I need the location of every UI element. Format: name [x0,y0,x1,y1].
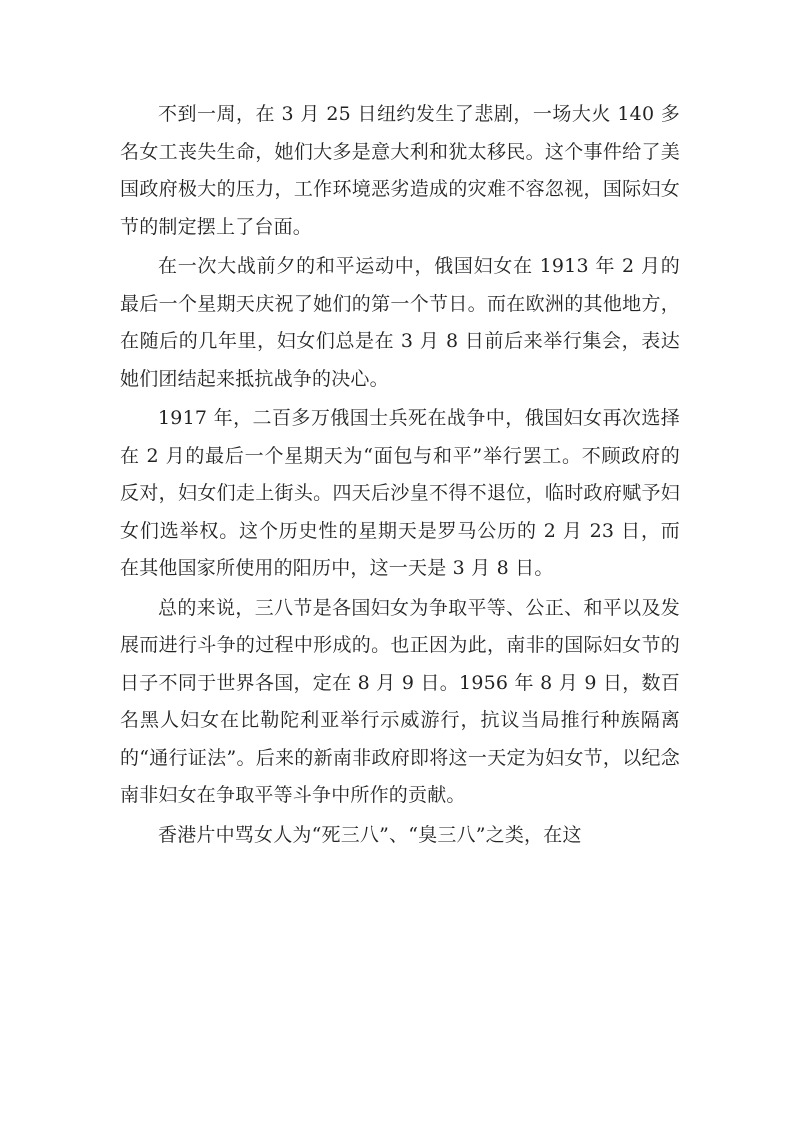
paragraph-triangle-fire: 不到一周，在 3 月 25 日纽约发生了悲剧，一场大火 140 多名女工丧失生命，她们大多是意大利和犹太移民。这个事件给了美国政府极大的压力，工作环境恶劣造成的灾难不容忽视，国际妇女节的制定摆上了台面。 [120,103,680,238]
paragraph-south-africa: 总的来说，三八节是各国妇女为争取平等、公正、和平以及发展而进行斗争的过程中形成的。也正因为此，南非的国际妇女节的日子不同于世界各国，定在 8 月 9 日。1956 年 8 月 9 日，数百名黑人妇女在比勒陀利亚举行示威游行，抗议当局推行种族隔离的“通行证法”。后来的新南非政府即将这一天定为妇女节，以纪念南非妇女在争取平等斗争中所作的贡献。 [120,596,680,806]
paragraph-hong-kong: 香港片中骂女人为“死三八”、“臭三八”之类，在这 [158,823,582,846]
paragraph-russia-1913: 在一次大战前夕的和平运动中，俄国妇女在 1913 年 2 月的最后一个星期天庆祝了她们的第一个节日。而在欧洲的其他地方，在随后的几年里，妇女们总是在 3 月 8 日前后来举行集会，表达她们团结起来抵抗战争的决心。 [120,255,680,390]
paragraph-russia-1917: 1917 年，二百多万俄国士兵死在战争中，俄国妇女再次选择在 2 月的最后一个星期天为“面包与和平”举行罢工。不顾政府的反对，妇女们走上街头。四天后沙皇不得不退位，临时政府赋予妇女们选举权。这个历史性的星期天是罗马公历的 2 月 23 日，而在其他国家所使用的阳历中，这一天是 3 月 8 日。 [120,407,680,579]
document-body [120,96,680,856]
